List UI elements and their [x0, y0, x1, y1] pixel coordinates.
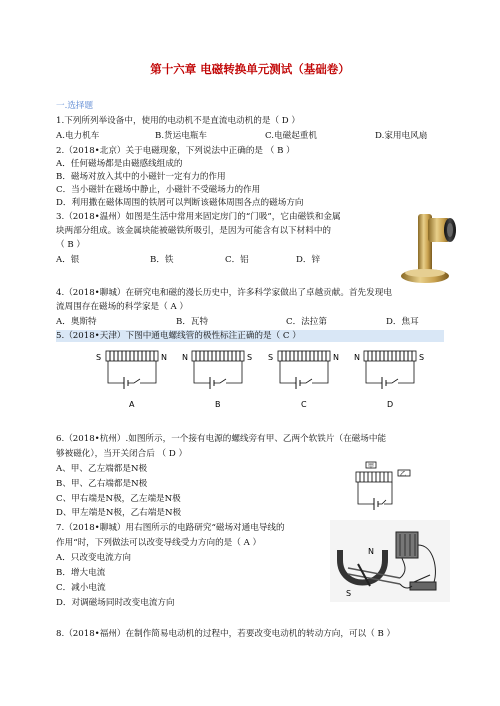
label-jia: 甲 — [368, 463, 375, 470]
q1-stem: 1.下列所列举设备中，使用的电动机不是直流电动机的是（ D ） — [56, 116, 300, 126]
q4-line-2: 流周围存在磁场的科学家是（ A ） — [56, 302, 188, 312]
pole-a-left: S — [96, 353, 102, 362]
q1-option-c: C.电磁起重机 — [265, 131, 317, 141]
panel-label-b: B — [215, 400, 221, 409]
pole-b-right: S — [247, 353, 253, 362]
pole-a-right: N — [161, 353, 167, 362]
solenoid-polarity-figure — [88, 345, 425, 415]
q4-option-d: D．焦耳 — [386, 317, 419, 327]
label-yi: 乙 — [400, 471, 407, 478]
magnet-s-label: S — [346, 589, 352, 598]
q3-line-1: 3.（2018•温州）如图是生活中常用来固定房门的“门吸”，它由磁铁和金属 — [56, 212, 341, 222]
magnet-current-apparatus-figure — [330, 520, 450, 602]
q3-option-c: C．铝 — [225, 255, 249, 265]
q2-option-d: D．利用撒在磁体周围的铁屑可以判断该磁体周围各点的磁场方向 — [56, 198, 304, 208]
q7-line-1: 7.（2018•聊城）用右图所示的电路研究“磁场对通电导线的 — [56, 523, 285, 533]
q3-option-d: D．锌 — [296, 255, 321, 265]
q2-option-b: B．磁场对放入其中的小磁针一定有力的作用 — [56, 172, 226, 182]
q3-line-3: （ B ） — [56, 240, 85, 250]
q3-option-a: A．银 — [56, 255, 80, 265]
page-title: 第十六章 电磁转换单元测试（基础卷） — [150, 62, 350, 76]
q1-option-d: D.家用电风扇 — [375, 131, 428, 141]
panel-label-d: D — [387, 400, 394, 409]
pole-d-right: S — [419, 353, 425, 362]
q8-stem: 8.（2018•福州）在制作简易电动机的过程中，若要改变电动机的转动方向，可以（ B ） — [56, 629, 396, 639]
q6-option-b: B、甲、乙右端都是N极 — [56, 479, 148, 489]
q2-option-c: C．当小磁针在磁场中静止，小磁针不受磁场力的作用 — [56, 185, 261, 195]
pole-c-right: N — [333, 353, 339, 362]
door-stop-image — [398, 210, 460, 286]
q1-option-b: B.货运电瓶车 — [155, 131, 208, 141]
pole-b-left: N — [182, 353, 188, 362]
pole-c-left: S — [268, 353, 274, 362]
panel-label-a: A — [129, 400, 135, 409]
pole-d-left: N — [354, 353, 360, 362]
q2-option-a: A．任何磁场都是由磁感线组成的 — [56, 159, 183, 169]
soft-iron-solenoid-figure — [352, 458, 416, 512]
q7-option-b: B．增大电流 — [56, 568, 106, 578]
q4-line-1: 4.（2018•聊城）在研究电和磁的漫长历史中，许多科学家做出了卓越贡献。首先发现电 — [56, 288, 392, 298]
panel-label-c: C — [301, 400, 307, 409]
q5-stem: 5.（2018•天津）下图中通电螺线管的极性标注正确的是（ C ） — [56, 330, 444, 342]
q2-stem: 2.（2018•北京）关于电磁现象，下列说法中正确的是 （ B ） — [56, 146, 295, 156]
q3-option-b: B．铁 — [150, 255, 174, 265]
q7-option-a: A．只改变电流方向 — [56, 553, 131, 563]
q6-line-2: 够被磁化），当开关闭合后 （ D ） — [56, 449, 188, 459]
q1-option-a: A.电力机车 — [56, 131, 100, 141]
q3-line-2: 块两部分组成。该金属块能被磁铁所吸引，是因为可能含有以下材料中的 — [56, 226, 332, 236]
q7-option-d: D．对调磁场同时改变电流方向 — [56, 598, 175, 608]
q7-line-2: 作用“时，下列做法可以改变导线受力方向的是（ A ） — [56, 538, 262, 548]
q6-option-a: A、甲、乙左端都是N极 — [56, 464, 148, 474]
section-heading: 一.选择题 — [56, 101, 94, 111]
q4-option-b: B．瓦特 — [176, 317, 209, 327]
q6-option-d: D、甲左端是N极，乙右端是N极 — [56, 508, 182, 518]
q7-option-c: C．减小电流 — [56, 583, 106, 593]
q4-option-a: A．奥斯特 — [56, 317, 97, 327]
q6-option-c: C、甲右端是N极，乙左端是N极 — [56, 494, 181, 504]
q6-line-1: 6.（2018•杭州）.如图所示，一个接有电源的螺线旁有甲、乙两个软铁片（在磁场中能 — [56, 434, 387, 444]
q4-option-c: C．法拉第 — [286, 317, 327, 327]
magnet-n-label: N — [368, 547, 374, 556]
